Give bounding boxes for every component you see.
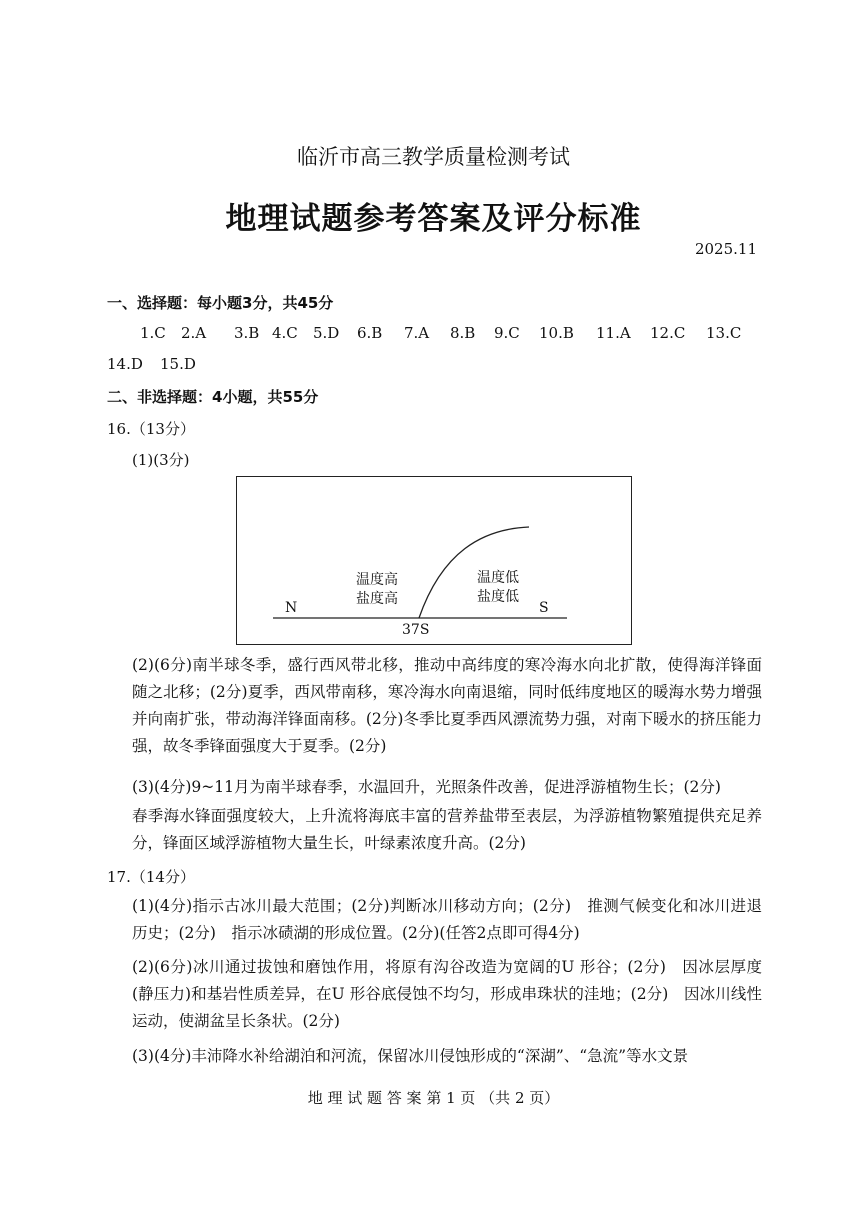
- warm-water-temp-label: 温度高: [356, 572, 398, 588]
- q17-part2-answer: (2)(6分)冰川通过拔蚀和磨蚀作用，将原有沟谷改造为宽阔的U 形谷；(2分) 因冰层厚度(静压力)和基岩性质差异，在U 形谷底侵蚀不均匀，形成串珠状的洼地；(2分) 因冰川线性运动，使湖盆呈长条状。(2分): [132, 958, 762, 1030]
- answer-item: 9.C: [494, 324, 520, 342]
- answer-item: 13.C: [706, 324, 742, 342]
- cold-water-temp-label: 温度低: [477, 570, 519, 586]
- page-title: 地理试题参考答案及评分标准: [225, 201, 642, 237]
- answer-item: 5.D: [313, 324, 340, 342]
- q16-part3-answer-a: (3)(4分)9~11月为南半球春季，水温回升，光照条件改善，促进浮游植物生长；(2分): [132, 778, 721, 796]
- answer-item: 14.D: [107, 355, 143, 373]
- question-16-heading: 16.（13分）: [107, 420, 195, 438]
- answer-item: 8.B: [450, 324, 476, 342]
- north-label: N: [285, 600, 298, 616]
- answer-item: 10.B: [539, 324, 574, 342]
- exam-date: 2025.11: [694, 240, 757, 258]
- answer-item: 3.B: [234, 324, 260, 342]
- exam-subtitle: 临沂市高三教学质量检测考试: [297, 145, 570, 169]
- section-1-heading: 一、选择题：每小题3分，共45分: [107, 294, 334, 312]
- south-label: S: [539, 600, 549, 616]
- question-17-heading: 17.（14分）: [107, 868, 195, 886]
- answer-item: 6.B: [357, 324, 383, 342]
- q17-part1-answer: (1)(4分)指示古冰川最大范围；(2分)判断冰川移动方向；(2分) 推测气候变化和冰川进退历史；(2分) 指示冰碛湖的形成位置。(2分)(任答2点即可得4分): [132, 897, 762, 942]
- answer-item: 2.A: [181, 324, 207, 342]
- answer-item: 12.C: [650, 324, 686, 342]
- section-2-heading: 二、非选择题：4小题，共55分: [107, 388, 319, 406]
- answer-item: 1.C: [140, 324, 166, 342]
- warm-water-salinity-label: 盐度高: [356, 591, 398, 607]
- q17-part3-answer: (3)(4分)丰沛降水补给湖泊和河流，保留冰川侵蚀形成的“深湖”、“急流”等水文景: [132, 1047, 689, 1065]
- latitude-label: 37S: [402, 622, 430, 638]
- ocean-front-diagram: [236, 476, 632, 645]
- answer-item: 4.C: [272, 324, 298, 342]
- cold-water-salinity-label: 盐度低: [477, 589, 519, 605]
- answer-item: 11.A: [596, 324, 631, 342]
- answer-item: 7.A: [404, 324, 430, 342]
- page-footer: 地 理 试 题 答 案 第 1 页 （共 2 页）: [307, 1089, 560, 1107]
- q16-part3-answer-b: 春季海水锋面强度较大，上升流将海底丰富的营养盐带至表层，为浮游植物繁殖提供充足养分，锋面区域浮游植物大量生长，叶绿素浓度升高。(2分): [132, 807, 762, 852]
- answer-item: 15.D: [160, 355, 196, 373]
- q16-part2-answer: (2)(6分)南半球冬季，盛行西风带北移，推动中高纬度的寒冷海水向北扩散，使得海洋锋面随之北移；(2分)夏季，西风带南移，寒冷海水向南退缩，同时低纬度地区的暖海水势力增强并向南扩张，带动海洋锋面南移。(2分)冬季比夏季西风漂流势力强，对南下暖水的挤压能力强，故冬季锋面强度大于夏季。(2分): [132, 656, 762, 755]
- q16-part1-heading: (1)(3分): [132, 451, 190, 469]
- front-diagram-svg: [237, 477, 633, 646]
